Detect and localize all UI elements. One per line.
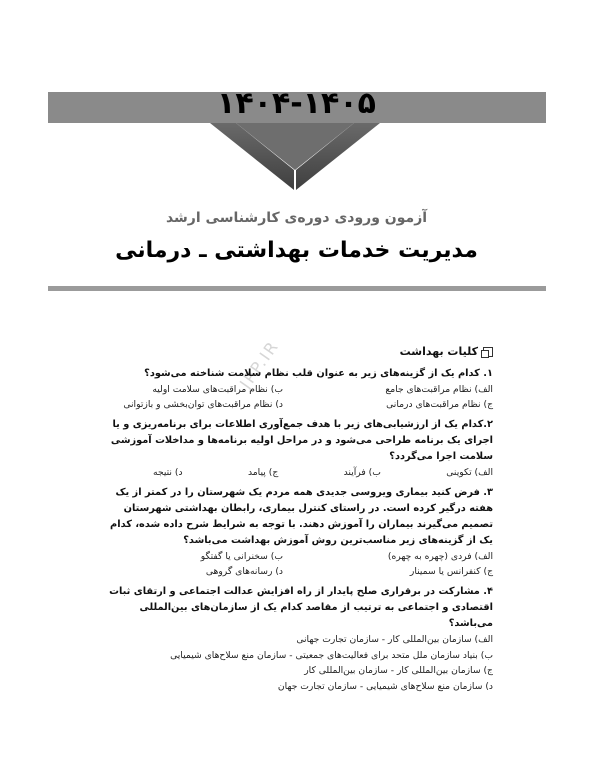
question-options — [93, 382, 493, 412]
question-text: ۲.کدام یک از ارزشیابی‌های زیر با هدف جمع‌آوری اطلاعات برای برنامه‌ریزی و یا اجرای یک برنامه طراحی می‌شود و در مراحل اولیه برنامه‌ها و مداخلات آموزشی سلامت اجرا می‌گردد؟ — [110, 419, 493, 462]
option-c: ج) نظام مراقبت‌های درمانی — [386, 399, 493, 410]
option-a: الف) تکوینی — [446, 467, 493, 478]
question-options — [93, 549, 493, 579]
page-title: مدیریت خدمات بهداشتی ـ درمانی — [115, 238, 478, 263]
question-options — [93, 465, 493, 480]
option-b: ب) بنیاد سازمان ملل متحد برای فعالیت‌های جمعیتی - سازمان منع سلاح‌های شیمیایی — [170, 649, 493, 661]
question-text: ۴. مشارکت در برقراری صلح پایدار از راه افزایش عدالت اجتماعی و ارتقای ثبات اقتصادی و اجتماعی به ترتیب از مقاصد کدام یک از سازمان‌های بین‌المللی می‌باشد؟ — [109, 586, 493, 629]
option-a: الف) سازمان بین‌المللی کار - سازمان تجارت جهانی — [296, 634, 493, 645]
option-b: ب) سخنرانی یا گفتگو — [200, 551, 283, 562]
question-1 — [93, 366, 493, 412]
question-options — [93, 632, 493, 694]
question-text: ۱. کدام یک از گزینه‌های زیر به عنوان قلب نظام سلامت شناخته می‌شود؟ — [144, 368, 493, 379]
question-3 — [93, 485, 493, 579]
option-d: د) سازمان منع سلاح‌های شیمیایی - سازمان تجارت جهان — [277, 680, 493, 692]
option-c: ج) پیامد — [247, 467, 279, 478]
section-title: کلیات بهداشت — [399, 345, 478, 358]
option-b: ب) نظام مراقبت‌های سلامت اولیه — [152, 384, 283, 395]
exam-years: ۱۴۰۴-۱۴۰۵ — [217, 86, 376, 121]
title-divider — [48, 286, 546, 291]
question-2 — [93, 417, 493, 480]
option-c: ج) کنفرانس یا سمینار — [409, 566, 493, 577]
option-d: د) رسانه‌های گروهی — [205, 566, 283, 577]
question-text: ۳. فرض کنید بیماری ویروسی جدیدی همه مردم یک شهرستان را در کمتر از یک هفته درگیر کرده است. در راستای کنترل بیماری، رابطان بهداشتی شهرستان تصمیم می‌گیرند بیماران را آموزش دهند. با توجه به شرایط شرح داده شده، کدام یک از گزینه‌های زیر مناسب‌ترین روش آموزش بهداشت می‌باشد؟ — [110, 487, 493, 546]
exam-subtitle: آزمون ورودی دوره‌ی کارشناسی ارشد — [165, 210, 428, 226]
option-c: ج) سازمان بین‌المللی کار - سازمان بین‌المللی کار — [304, 665, 493, 676]
questions-section — [93, 344, 493, 699]
section-heading — [93, 344, 493, 360]
option-d: د) نتیجه — [153, 467, 183, 478]
watermark: JPP.IR — [235, 336, 283, 393]
option-d: د) نظام مراقبت‌های توان‌بخشی و بازتوانی — [123, 399, 283, 410]
question-4 — [93, 584, 493, 694]
option-b: ب) فرآیند — [343, 467, 381, 478]
option-a: الف) فردی (چهره به چهره) — [387, 551, 493, 562]
copy-squares-icon — [483, 347, 493, 357]
option-a: الف) نظام مراقبت‌های جامع — [385, 384, 493, 395]
